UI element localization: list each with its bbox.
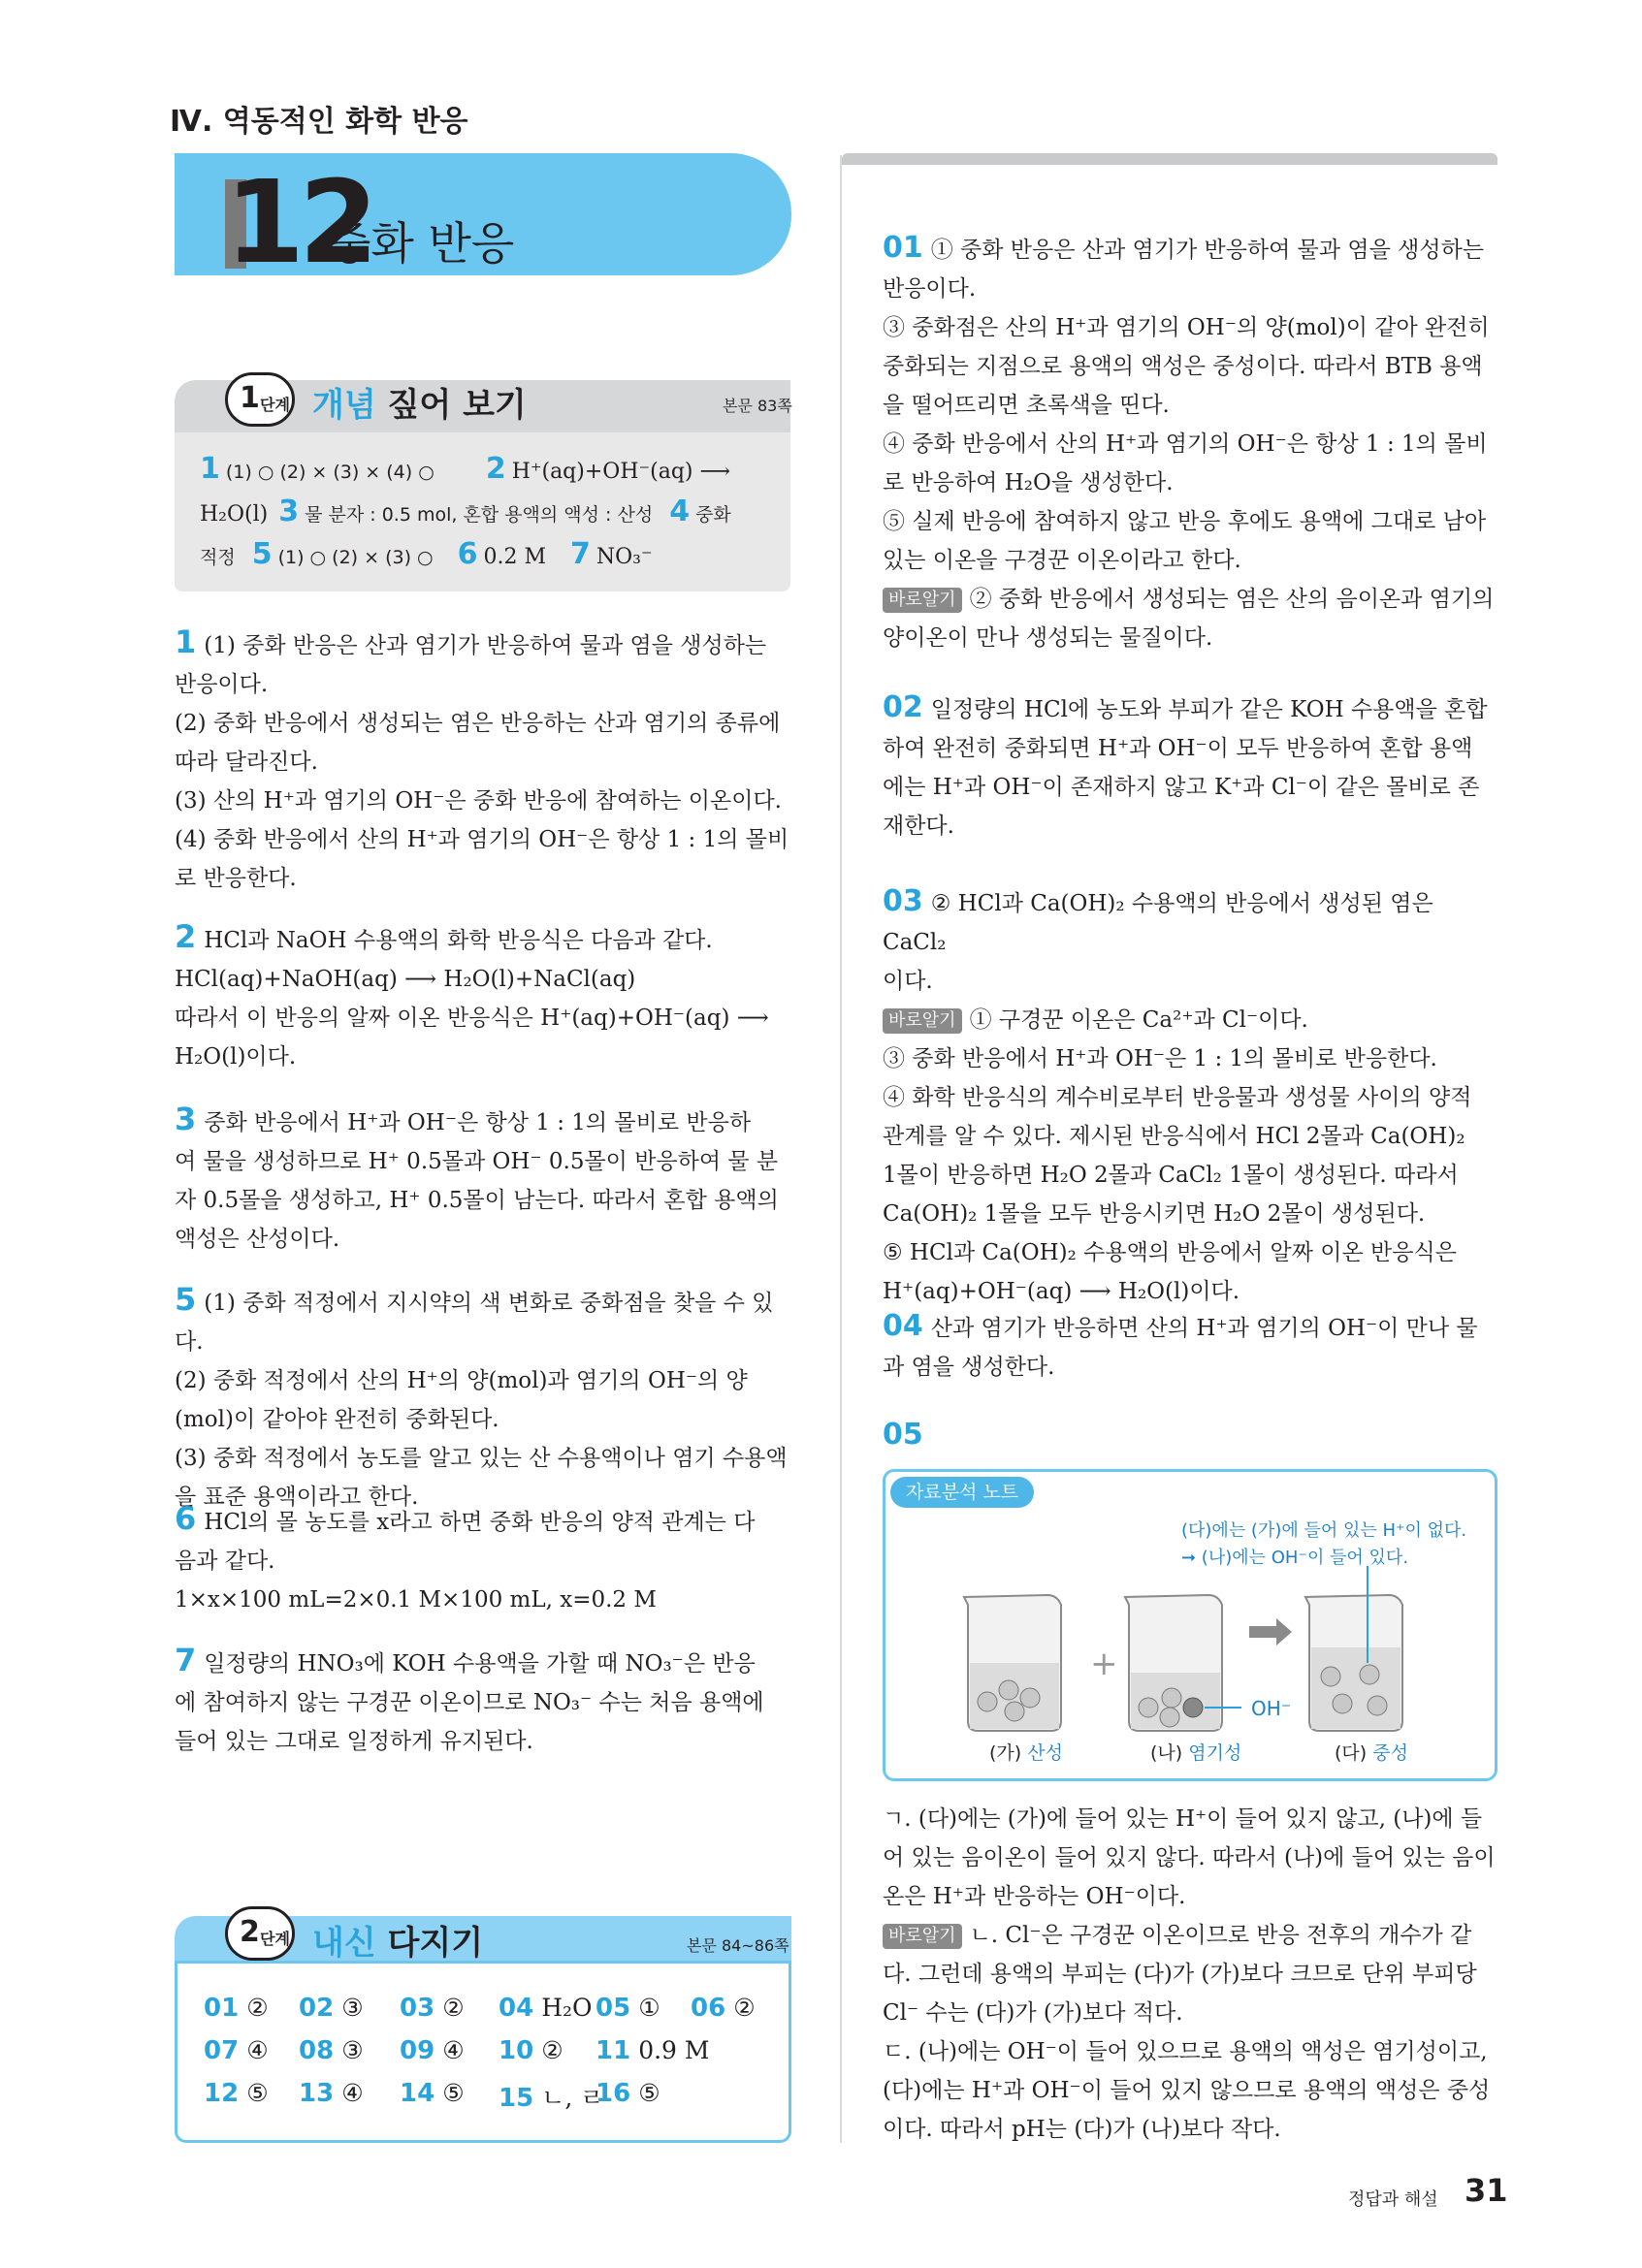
- answer-key: 12: [204, 2079, 240, 2108]
- oh-ion: [1183, 1698, 1203, 1717]
- correction-tag: 바로알기: [883, 588, 962, 613]
- text-line: ② 중화 반응에서 생성되는 염은 산의 음이온과 염기의: [969, 587, 1495, 612]
- answer-key: 03: [400, 1994, 435, 2023]
- answer-item: [691, 1994, 756, 2023]
- answer-text: H₂O(l): [200, 502, 269, 527]
- answer-text: (1) ○ (2) × (3) ○: [277, 547, 434, 568]
- beaker-a: [964, 1595, 1061, 1731]
- section1-title: [312, 378, 527, 426]
- text-line: 자 0.5몰을 생성하고, H⁺ 0.5몰이 남는다. 따라서 혼합 용액의: [175, 1188, 779, 1213]
- oh-label: OH⁻: [1251, 1697, 1292, 1720]
- correction-tag: 바로알기: [883, 1008, 962, 1034]
- answer-item: [204, 2079, 269, 2108]
- text-line: 을 표준 용액이라고 한다.: [175, 1485, 419, 1510]
- text-line: 따라 달라진다.: [175, 750, 318, 775]
- text-line: (2) 중화 적정에서 산의 H⁺의 양(mol)과 염기의 OH⁻의 양: [175, 1368, 748, 1393]
- text-line: ① 중화 반응은 산과 염기가 반응하여 물과 염을 생성하는: [930, 238, 1485, 263]
- answer-item: [499, 2079, 603, 2114]
- explanation-r01: [883, 229, 1503, 657]
- text-line: (mol)이 같아야 완전히 중화된다.: [175, 1407, 499, 1432]
- section2-title-a: 내신: [312, 1924, 376, 1963]
- answer-key: 07: [204, 2036, 240, 2065]
- answer-item: [204, 2036, 269, 2065]
- concept-line-2: [200, 495, 731, 528]
- answer-item: [596, 2079, 660, 2108]
- answer-text: 적정: [200, 547, 236, 568]
- answer-key: 02: [299, 1994, 335, 2023]
- answer-key: 05: [596, 1994, 631, 2023]
- text-line: 하여 완전히 중화되면 H⁺과 OH⁻이 모두 반응하여 혼합 용액: [883, 736, 1473, 761]
- explanation-r03: [883, 882, 1503, 1311]
- answer-value: H₂O: [541, 1994, 593, 2022]
- label-state: 산성: [1027, 1742, 1063, 1764]
- text-line: 이다. 따라서 pH는 (다)가 (나)보다 작다.: [883, 2117, 1281, 2142]
- answer-number: 4: [669, 495, 691, 528]
- answer-value: ⑤: [246, 2079, 269, 2107]
- beaker-a-label: [989, 1739, 1063, 1765]
- text-line: ⑤ 실제 반응에 참여하지 않고 반응 후에도 용액에 그대로 남아: [883, 509, 1487, 534]
- cl-ion: [1333, 1694, 1352, 1713]
- answer-item: [596, 1994, 660, 2023]
- text-line: ㄱ. (다)에는 (가)에 들어 있는 H⁺이 들어 있지 않고, (나)에 들: [883, 1806, 1483, 1832]
- question-number: 7: [175, 1642, 197, 1678]
- text-line: 관계를 알 수 있다. 제시된 반응식에서 HCl 2몰과 Ca(OH)₂: [883, 1124, 1465, 1149]
- text-line: ⑤ HCl과 Ca(OH)₂ 수용액의 반응에서 알짜 이온 반응식은: [883, 1240, 1457, 1265]
- text-line: 다. 그런데 용액의 부피는 (다)가 (가)보다 크므로 단위 부피당: [883, 1962, 1477, 1987]
- answer-value: ③: [341, 2036, 364, 2064]
- figure-note-2: ➞ (나)에는 OH⁻이 들어 있다.: [1181, 1548, 1409, 1568]
- answer-text: 중화: [695, 504, 731, 526]
- section2-step-badge: [225, 1906, 295, 1961]
- answer-key: 01: [204, 1994, 240, 2023]
- anion: [1139, 1698, 1158, 1717]
- section1-title-b: 짚어 보기: [387, 386, 527, 425]
- plus-icon: +: [1090, 1645, 1118, 1683]
- correction-tag: 바로알기: [883, 1924, 962, 1949]
- text-line: 을 떨어뜨리면 초록색을 띤다.: [883, 393, 1170, 418]
- question-number: 6: [175, 1500, 197, 1537]
- explanation-r05: [883, 1800, 1503, 2149]
- explanation-1: [175, 623, 795, 898]
- label-id: (다): [1335, 1742, 1368, 1764]
- answer-key: 11: [596, 2036, 631, 2065]
- section1-step-word: 단계: [260, 396, 290, 414]
- section1-step-num: 1: [240, 381, 260, 415]
- text-line: 음과 같다.: [175, 1549, 275, 1574]
- answer-text: NO₃⁻: [596, 545, 653, 569]
- text-line: 중화 반응에서 H⁺과 OH⁻은 항상 1 : 1의 몰비로 반응하: [204, 1110, 752, 1135]
- text-line: H₂O(l)이다.: [175, 1044, 297, 1070]
- text-line: 재한다.: [883, 814, 954, 839]
- text-line: 일정량의 HCl에 농도와 부피가 같은 KOH 수용액을 혼합: [930, 697, 1488, 722]
- answer-item: [400, 1994, 465, 2023]
- answer-item: [499, 1994, 593, 2023]
- answer-value: ②: [442, 1994, 465, 2022]
- answer-key: 06: [691, 1994, 726, 2023]
- text-line: (4) 중화 반응에서 산의 H⁺과 염기의 OH⁻은 항상 1 : 1의 몰비: [175, 827, 789, 852]
- text-line: ④ 화학 반응식의 계수비로부터 반응물과 생성물 사이의 양적: [883, 1085, 1472, 1110]
- answer-key: 14: [400, 2079, 435, 2108]
- answer-text: 0.2 M: [483, 545, 546, 569]
- concept-line-3: [200, 537, 653, 571]
- cation: [1160, 1708, 1179, 1727]
- text-line: 온은 H⁺과 반응하는 OH⁻이다.: [883, 1884, 1186, 1909]
- text-line: ③ 중화 반응에서 H⁺과 OH⁻은 1 : 1의 몰비로 반응한다.: [883, 1046, 1437, 1071]
- answer-key: 15: [499, 2084, 534, 2113]
- answer-item: [596, 2036, 710, 2065]
- question-number: 04: [883, 1309, 923, 1343]
- explanation-5: [175, 1280, 795, 1517]
- section1-step-badge: [225, 372, 295, 427]
- cation: [1368, 1696, 1387, 1715]
- answer-key: 09: [400, 2036, 435, 2065]
- arrow-right-icon: [1249, 1618, 1292, 1645]
- answer-value: ②: [733, 1994, 756, 2022]
- explanation-7: [175, 1641, 795, 1761]
- text-line: ㄷ. (나)에는 OH⁻이 들어 있으므로 용액의 액성은 염기성이고,: [883, 2039, 1488, 2064]
- unit-title: 중화 반응: [328, 217, 515, 270]
- answer-item: [299, 2079, 364, 2108]
- section2-step-num: 2: [240, 1915, 260, 1949]
- question-number: 3: [175, 1101, 197, 1137]
- section2-title-b: 다지기: [387, 1924, 484, 1963]
- cation: [1321, 1667, 1340, 1686]
- text-line: (1) 중화 반응은 산과 염기가 반응하여 물과 염을 생성하는: [204, 633, 767, 658]
- text-line: 들어 있는 그대로 일정하게 유지된다.: [175, 1729, 533, 1754]
- question-number: 01: [883, 231, 923, 265]
- section1-title-a: 개념: [312, 386, 376, 425]
- beaker-diagram: [950, 1566, 1455, 1741]
- text-line: HCl(aq)+NaOH(aq) ⟶ H₂O(l)+NaCl(aq): [175, 967, 636, 992]
- beaker-b: [1125, 1595, 1241, 1731]
- right-column-top-bar: [842, 153, 1497, 165]
- answer-number: 5: [251, 537, 273, 571]
- question-number: 02: [883, 690, 923, 724]
- answer-key: 10: [499, 2036, 534, 2065]
- answer-value: ㄴ, ㄹ: [541, 2084, 604, 2112]
- answer-item: [299, 2036, 364, 2065]
- section2-step-word: 단계: [260, 1930, 290, 1948]
- text-line: 중화되는 지점으로 용액의 액성은 중성이다. 따라서 BTB 용액: [883, 354, 1483, 379]
- text-line: 1×x×100 mL=2×0.1 M×100 mL, x=0.2 M: [175, 1587, 657, 1613]
- answer-value: ③: [341, 1994, 364, 2022]
- question-number: 1: [175, 623, 197, 660]
- text-line: (3) 산의 H⁺과 염기의 OH⁻은 중화 반응에 참여하는 이온이다.: [175, 788, 782, 814]
- unit-number: 12: [225, 155, 373, 289]
- answer-value: ⑤: [442, 2079, 465, 2107]
- text-line: 에는 H⁺과 OH⁻이 존재하지 않고 K⁺과 Cl⁻이 같은 몰비로 존: [883, 775, 1480, 800]
- answer-text: (1) ○ (2) × (3) × (4) ○: [225, 462, 435, 483]
- text-line: 이다.: [883, 969, 933, 994]
- explanation-3: [175, 1100, 795, 1259]
- beaker-c: [1305, 1566, 1402, 1731]
- section2-title: [312, 1916, 483, 1964]
- answer-value: ①: [638, 1994, 660, 2022]
- explanation-r04: [883, 1307, 1503, 1387]
- text-line: 로 반응하여 H₂O을 생성한다.: [883, 470, 1174, 495]
- cl-ion: [1020, 1688, 1040, 1708]
- answer-item: [299, 1994, 364, 2023]
- answer-text: 물 분자 : 0.5 mol, 혼합 용액의 액성 : 산성: [305, 504, 654, 526]
- text-line: 반응이다.: [175, 672, 269, 697]
- answer-value: ②: [246, 1994, 269, 2022]
- answer-number: 6: [457, 537, 478, 571]
- text-line: (2) 중화 반응에서 생성되는 염은 반응하는 산과 염기의 종류에: [175, 711, 781, 736]
- concept-line-1: [200, 452, 730, 486]
- answer-value: ④: [246, 2036, 269, 2064]
- answer-item: [204, 1994, 269, 2023]
- answer-item: [499, 2036, 563, 2065]
- text-line: 어 있는 음이온이 들어 있지 않다. 따라서 (나)에 들어 있는 음이: [883, 1845, 1496, 1870]
- question-number: 05: [883, 1418, 923, 1452]
- answer-number: 2: [485, 452, 506, 486]
- cation: [1162, 1688, 1181, 1708]
- answer-item: [400, 2079, 465, 2108]
- text-line: (3) 중화 적정에서 농도를 알고 있는 산 수용액이나 염기 수용액: [175, 1446, 788, 1471]
- cl-ion: [1360, 1665, 1379, 1684]
- question-number: 2: [175, 918, 197, 955]
- text-line: ④ 중화 반응에서 산의 H⁺과 염기의 OH⁻은 항상 1 : 1의 몰비: [883, 431, 1488, 457]
- answer-key: 13: [299, 2079, 335, 2108]
- text-line: 1몰이 반응하면 H₂O 2몰과 CaCl₂ 1몰이 생성된다. 따라서: [883, 1163, 1459, 1188]
- text-line: ② HCl과 Ca(OH)₂ 수용액의 반응에서 생성된 염은 CaCl₂: [883, 891, 1433, 955]
- answer-key: 04: [499, 1994, 534, 2023]
- text-line: H⁺(aq)+OH⁻(aq) ⟶ H₂O(l)이다.: [883, 1279, 1240, 1304]
- h-ion: [1005, 1702, 1024, 1721]
- text-line: (1) 중화 적정에서 지시약의 색 변화로 중화점을 찾을 수 있다.: [175, 1291, 774, 1355]
- answer-value: ④: [442, 2036, 465, 2064]
- explanation-6: [175, 1499, 795, 1619]
- text-line: 에 참여하지 않는 구경꾼 이온이므로 NO₃⁻ 수는 처음 용액에: [175, 1690, 764, 1715]
- label-id: (나): [1150, 1742, 1183, 1764]
- answer-text: H⁺(aq)+OH⁻(aq) ⟶: [511, 460, 731, 484]
- h-ion: [999, 1680, 1018, 1700]
- text-line: 로 반응한다.: [175, 866, 297, 891]
- text-line: Ca(OH)₂ 1몰을 모두 반응시키면 H₂O 2몰이 생성된다.: [883, 1201, 1426, 1227]
- page-number: 31: [1465, 2172, 1508, 2209]
- chapter-header: Ⅳ. 역동적인 화학 반응: [170, 105, 468, 139]
- text-line: 양이온이 만나 생성되는 물질이다.: [883, 625, 1213, 651]
- answer-number: 1: [200, 452, 220, 486]
- figure-tag: 자료분석 노트: [890, 1477, 1034, 1508]
- column-divider: [840, 155, 842, 2143]
- text-line: ③ 중화점은 산의 H⁺과 염기의 OH⁻의 양(mol)이 같아 완전히: [883, 315, 1490, 340]
- answer-item: [400, 2036, 465, 2065]
- text-line: ㄴ. Cl⁻은 구경꾼 이온이므로 반응 전후의 개수가 같: [969, 1923, 1472, 1948]
- answer-value: ⑤: [638, 2079, 660, 2107]
- text-line: Cl⁻ 수는 (다)가 (가)보다 적다.: [883, 2000, 1183, 2026]
- answer-key: 08: [299, 2036, 335, 2065]
- label-state: 염기성: [1188, 1742, 1242, 1764]
- text-line: HCl과 NaOH 수용액의 화학 반응식은 다음과 같다.: [204, 928, 713, 953]
- answer-value: ②: [541, 2036, 563, 2064]
- answer-number: 3: [278, 495, 300, 528]
- section2-page-ref: 본문 84~86쪽: [687, 1936, 789, 1955]
- text-line: (다)에는 H⁺과 OH⁻이 들어 있지 않으므로 용액의 액성은 중성: [883, 2078, 1491, 2103]
- text-line: 산과 염기가 반응하면 산의 H⁺과 염기의 OH⁻이 만나 물: [930, 1316, 1478, 1341]
- answer-number: 7: [570, 537, 591, 571]
- question-number: 03: [883, 884, 923, 918]
- text-line: HCl의 몰 농도를 x라고 하면 중화 반응의 양적 관계는 다: [204, 1510, 756, 1535]
- question-number: 5: [175, 1281, 197, 1318]
- label-state: 중성: [1372, 1742, 1408, 1764]
- explanation-r02: [883, 688, 1503, 846]
- text-line: ① 구경꾼 이온은 Ca²⁺과 Cl⁻이다.: [969, 1007, 1308, 1033]
- beaker-c-label: [1335, 1739, 1408, 1765]
- label-id: (가): [989, 1742, 1022, 1764]
- cl-ion: [978, 1692, 997, 1711]
- explanation-2: [175, 917, 795, 1076]
- footer-label: 정답과 해설: [1348, 2189, 1438, 2210]
- figure-note-1: (다)에는 (가)에 들어 있는 H⁺이 없다.: [1181, 1520, 1467, 1541]
- text-line: 여 물을 생성하므로 H⁺ 0.5몰과 OH⁻ 0.5몰이 반응하여 물 분: [175, 1149, 779, 1174]
- text-line: 과 염을 생성한다.: [883, 1355, 1055, 1380]
- text-line: 일정량의 HNO₃에 KOH 수용액을 가할 때 NO₃⁻은 반응: [204, 1651, 756, 1677]
- section1-page-ref: 본문 83쪽: [723, 397, 792, 415]
- text-line: 액성은 산성이다.: [175, 1227, 340, 1252]
- text-line: 있는 이온을 구경꾼 이온이라고 한다.: [883, 548, 1241, 573]
- text-line: 반응이다.: [883, 276, 977, 302]
- answer-key: 16: [596, 2079, 631, 2108]
- beaker-b-label: [1150, 1739, 1241, 1765]
- text-line: 따라서 이 반응의 알짜 이온 반응식은 H⁺(aq)+OH⁻(aq) ⟶: [175, 1006, 769, 1031]
- answer-value: 0.9 M: [638, 2036, 710, 2064]
- answer-value: ④: [341, 2079, 364, 2107]
